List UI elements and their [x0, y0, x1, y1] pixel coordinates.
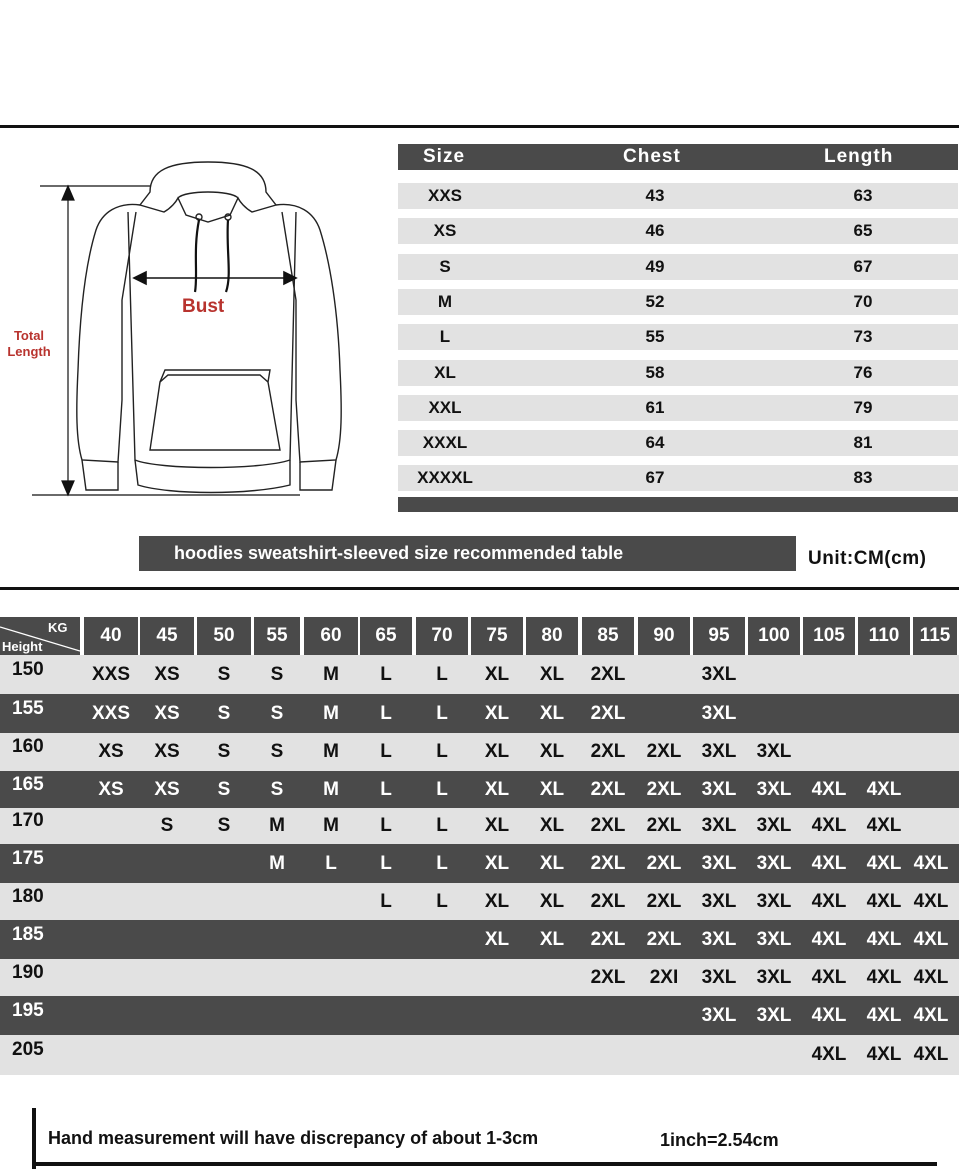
size-recommendation-cell: XL [539, 703, 565, 724]
size-recommendation-cell: L [380, 703, 392, 724]
size-table-header [398, 144, 958, 170]
size-recommendation-cell: L [436, 853, 448, 874]
weight-header-cell: 105 [803, 617, 855, 655]
size-recommendation-cell: XS [98, 741, 124, 762]
weight-header-cell: 60 [304, 617, 358, 655]
weight-header-cell: 100 [748, 617, 800, 655]
size-recommendation-cell: XS [154, 703, 180, 724]
recommend-table-row [0, 959, 959, 996]
size-recommendation-cell: 2XL [590, 853, 626, 874]
size-cell: XXL [428, 397, 462, 417]
length-cell: 83 [853, 468, 873, 488]
size-recommendation-cell: 3XL [756, 891, 792, 912]
size-recommendation-cell: M [323, 815, 339, 836]
size-recommendation-cell: XS [154, 664, 180, 685]
top-divider [0, 125, 959, 128]
recommend-table-row [0, 1035, 959, 1075]
size-recommendation-cell: 4XL [866, 853, 902, 874]
chest-cell: 58 [645, 362, 665, 382]
size-recommendation-cell: 2XL [646, 853, 682, 874]
size-recommendation-cell: 3XL [756, 967, 792, 988]
size-recommendation-cell: XL [484, 929, 510, 950]
size-recommendation-cell: 3XL [701, 703, 737, 724]
size-recommendation-cell: 4XL [811, 1005, 847, 1026]
weight-header-cell: 45 [140, 617, 194, 655]
size-recommendation-cell: 4XL [811, 1044, 847, 1065]
size-recommendation-cell: XL [484, 815, 510, 836]
size-recommendation-cell: M [323, 703, 339, 724]
chest-cell: 64 [645, 433, 665, 453]
size-recommendation-cell: 2XI [649, 967, 679, 988]
recommend-table-row [0, 883, 959, 920]
size-recommendation-cell: S [217, 741, 231, 762]
length-cell: 63 [853, 186, 873, 205]
size-cell: XL [434, 362, 456, 382]
size-recommendation-cell: XXS [91, 703, 131, 724]
size-recommendation-cell: 3XL [756, 779, 792, 800]
height-cell: 155 [12, 698, 44, 719]
size-table-row [398, 324, 958, 350]
size-recommendation-cell: S [217, 815, 231, 836]
size-recommendation-cell: L [325, 853, 337, 874]
size-cell: L [439, 327, 451, 347]
size-recommendation-cell: 2XL [646, 891, 682, 912]
height-cell: 165 [12, 774, 44, 795]
size-recommendation-cell: L [380, 815, 392, 836]
size-recommendation-cell: 2XL [590, 779, 626, 800]
length-cell: 65 [853, 221, 873, 241]
recommend-table-row [0, 808, 959, 844]
height-cell: 185 [12, 924, 44, 945]
size-table-row [398, 395, 958, 421]
measurement-note: Hand measurement will have discrepancy of about 1-3cm [48, 1128, 539, 1148]
size-recommendation-cell: L [436, 741, 448, 762]
size-recommendation-cell: M [323, 779, 339, 800]
size-recommendation-cell: 3XL [701, 815, 737, 836]
size-recommendation-cell: M [269, 853, 285, 874]
recommend-table-row [0, 920, 959, 959]
size-recommendation-cell: S [217, 703, 231, 724]
size-recommendation-cell: L [436, 891, 448, 912]
chest-header: Chest [623, 146, 681, 167]
size-recommendation-cell: M [269, 815, 285, 836]
size-recommendation-cell: M [323, 664, 339, 685]
footer-rule [32, 1162, 937, 1166]
size-cell: XXXL [422, 433, 468, 453]
weight-header-cell: 40 [84, 617, 138, 655]
height-cell: 160 [12, 736, 44, 757]
height-cell: 175 [12, 848, 44, 869]
size-recommendation-cell: L [380, 741, 392, 762]
size-recommendation-cell: 3XL [756, 929, 792, 950]
size-recommendation-cell: S [270, 703, 284, 724]
unit-label: Unit:CM(cm) [808, 548, 927, 569]
size-recommendation-cell: 4XL [866, 1005, 902, 1026]
height-cell: 195 [12, 1000, 44, 1021]
height-cell: 205 [12, 1039, 44, 1060]
size-recommendation-cell: L [436, 703, 448, 724]
chest-cell: 55 [645, 327, 665, 347]
length-cell: 81 [853, 433, 873, 453]
size-recommendation-cell: XL [484, 779, 510, 800]
size-recommendation-cell: 2XL [590, 929, 626, 950]
size-cell: XXXXL [417, 468, 473, 488]
size-recommendation-cell: 3XL [756, 741, 792, 762]
height-cell: 150 [12, 659, 44, 680]
size-recommendation-cell: L [380, 779, 392, 800]
size-recommendation-cell: 3XL [756, 1005, 792, 1026]
size-recommendation-cell: XL [484, 664, 510, 685]
size-table-row [398, 360, 958, 386]
corner-kg-label: KG [48, 620, 68, 635]
size-table-footer [398, 497, 958, 512]
size-recommendation-cell: 3XL [756, 853, 792, 874]
chest-cell: 49 [645, 256, 665, 276]
size-recommendation-cell: L [436, 664, 448, 685]
size-recommendation-cell: 4XL [866, 815, 902, 836]
size-recommendation-cell: 2XL [590, 741, 626, 762]
bust-label: Bust [182, 296, 225, 317]
size-recommendation-cell: L [436, 815, 448, 836]
weight-header-cell: 65 [360, 617, 412, 655]
size-cell: XXS [427, 186, 463, 205]
length-cell: 79 [853, 397, 873, 417]
size-table-row [398, 254, 958, 280]
chest-cell: 43 [645, 186, 665, 205]
size-table-row [398, 183, 958, 209]
size-recommendation-cell: XL [484, 703, 510, 724]
length-cell: 73 [853, 327, 873, 347]
size-recommendation-cell: 3XL [701, 779, 737, 800]
size-recommendation-cell: L [436, 779, 448, 800]
chest-cell: 61 [645, 397, 665, 417]
size-recommendation-cell: XS [98, 779, 124, 800]
hoodie-diagram [0, 150, 380, 510]
weight-header-cell: 115 [913, 617, 957, 655]
size-recommendation-cell: 3XL [701, 967, 737, 988]
size-recommendation-cell: 2XL [590, 664, 626, 685]
inch-conversion-note: 1inch=2.54cm [660, 1130, 779, 1150]
weight-header-cell: 80 [526, 617, 578, 655]
size-cell: XS [433, 221, 457, 241]
size-recommendation-cell: M [323, 741, 339, 762]
size-recommendation-cell: 4XL [866, 891, 902, 912]
size-recommendation-cell: 4XL [866, 1044, 902, 1065]
size-recommendation-cell: 2XL [646, 741, 682, 762]
size-recommendation-cell: 4XL [866, 967, 902, 988]
size-recommendation-cell: L [380, 891, 392, 912]
size-recommendation-cell: 4XL [811, 779, 847, 800]
weight-header-cell: 85 [582, 617, 634, 655]
recommend-title-text: hoodies sweatshirt-sleeved size recommended table [174, 543, 624, 563]
size-recommendation-cell: 2XL [590, 891, 626, 912]
weight-header-cell: 70 [416, 617, 468, 655]
weight-header-cell: 90 [638, 617, 690, 655]
size-recommendation-cell: 4XL [866, 929, 902, 950]
size-recommendation-cell: S [217, 779, 231, 800]
size-recommendation-cell: XS [154, 779, 180, 800]
size-recommendation-cell: 3XL [701, 1005, 737, 1026]
size-recommendation-cell: S [270, 664, 284, 685]
size-cell: S [439, 256, 451, 276]
size-recommendation-cell: 2XL [590, 703, 626, 724]
footer-bracket [32, 1108, 36, 1169]
height-cell: 170 [12, 810, 44, 831]
size-recommendation-cell: 4XL [913, 967, 949, 988]
size-recommendation-cell: 4XL [811, 967, 847, 988]
recommend-table-row [0, 996, 959, 1035]
size-recommendation-cell: 3XL [701, 891, 737, 912]
length-cell: 76 [853, 362, 873, 382]
size-recommendation-cell: 4XL [811, 929, 847, 950]
recommend-table-row [0, 844, 959, 883]
recommend-table-row [0, 655, 959, 694]
total-length-label [4, 328, 54, 360]
size-recommendation-cell: 2XL [646, 815, 682, 836]
size-table-row [398, 465, 958, 491]
weight-header-cell: 110 [858, 617, 910, 655]
recommend-table-row [0, 694, 959, 733]
total-length-label-line1: Total [13, 328, 45, 343]
size-recommendation-cell: S [270, 741, 284, 762]
size-recommendation-cell: XL [539, 815, 565, 836]
size-table-row [398, 430, 958, 456]
chest-cell: 67 [645, 468, 665, 488]
height-cell: 190 [12, 962, 44, 983]
weight-header-cell: 95 [693, 617, 745, 655]
size-recommendation-cell: XL [484, 891, 510, 912]
size-recommendation-cell: XL [539, 741, 565, 762]
size-recommendation-cell: XL [539, 891, 565, 912]
size-recommendation-cell: 3XL [701, 853, 737, 874]
size-recommendation-cell: XXS [91, 664, 131, 685]
middle-divider [0, 587, 959, 590]
size-recommendation-cell: S [160, 815, 174, 836]
size-recommendation-cell: XL [539, 929, 565, 950]
size-recommendation-cell: 2XL [646, 929, 682, 950]
size-recommendation-cell: 3XL [756, 815, 792, 836]
size-recommendation-cell: XL [539, 853, 565, 874]
size-recommendation-cell: 4XL [811, 891, 847, 912]
length-cell: 67 [853, 256, 873, 276]
size-recommendation-cell: XL [539, 779, 565, 800]
size-recommendation-cell: S [270, 779, 284, 800]
size-recommendation-cell: 3XL [701, 741, 737, 762]
size-recommendation-cell: XS [154, 741, 180, 762]
size-recommendation-cell: 4XL [913, 891, 949, 912]
size-recommendation-cell: 2XL [590, 967, 626, 988]
size-recommendation-cell: 4XL [913, 929, 949, 950]
size-recommendation-cell: 2XL [590, 815, 626, 836]
size-recommendation-cell: 3XL [701, 664, 737, 685]
weight-header-cell: 50 [197, 617, 251, 655]
size-table-row [398, 289, 958, 315]
size-recommendation-cell: 4XL [913, 1044, 949, 1065]
size-recommendation-cell: 4XL [866, 779, 902, 800]
size-recommendation-cell: 3XL [701, 929, 737, 950]
size-recommendation-cell: L [380, 664, 392, 685]
weight-header-cell: 75 [471, 617, 523, 655]
chest-cell: 46 [645, 221, 665, 241]
size-recommendation-cell: 4XL [913, 853, 949, 874]
chest-cell: 52 [645, 291, 665, 311]
recommend-table-row [0, 771, 959, 808]
height-cell: 180 [12, 886, 44, 907]
size-cell: M [437, 291, 453, 311]
size-recommendation-cell: 4XL [811, 815, 847, 836]
length-header: Length [824, 146, 894, 167]
size-recommendation-cell: L [380, 853, 392, 874]
length-cell: 70 [853, 291, 873, 311]
size-recommendation-cell: 4XL [811, 853, 847, 874]
size-recommendation-cell: 4XL [913, 1005, 949, 1026]
size-recommendation-cell: XL [484, 853, 510, 874]
size-recommendation-cell: XL [539, 664, 565, 685]
recommend-table-row [0, 733, 959, 771]
size-recommendation-cell: S [217, 664, 231, 685]
corner-height-label: Height [2, 639, 43, 654]
size-recommendation-cell: XL [484, 741, 510, 762]
weight-header-cell: 55 [254, 617, 300, 655]
size-header: Size [423, 146, 466, 167]
recommend-table-title [139, 536, 796, 571]
size-recommendation-cell: 2XL [646, 779, 682, 800]
size-table-row [398, 218, 958, 244]
total-length-label-line2: Length [7, 344, 51, 359]
